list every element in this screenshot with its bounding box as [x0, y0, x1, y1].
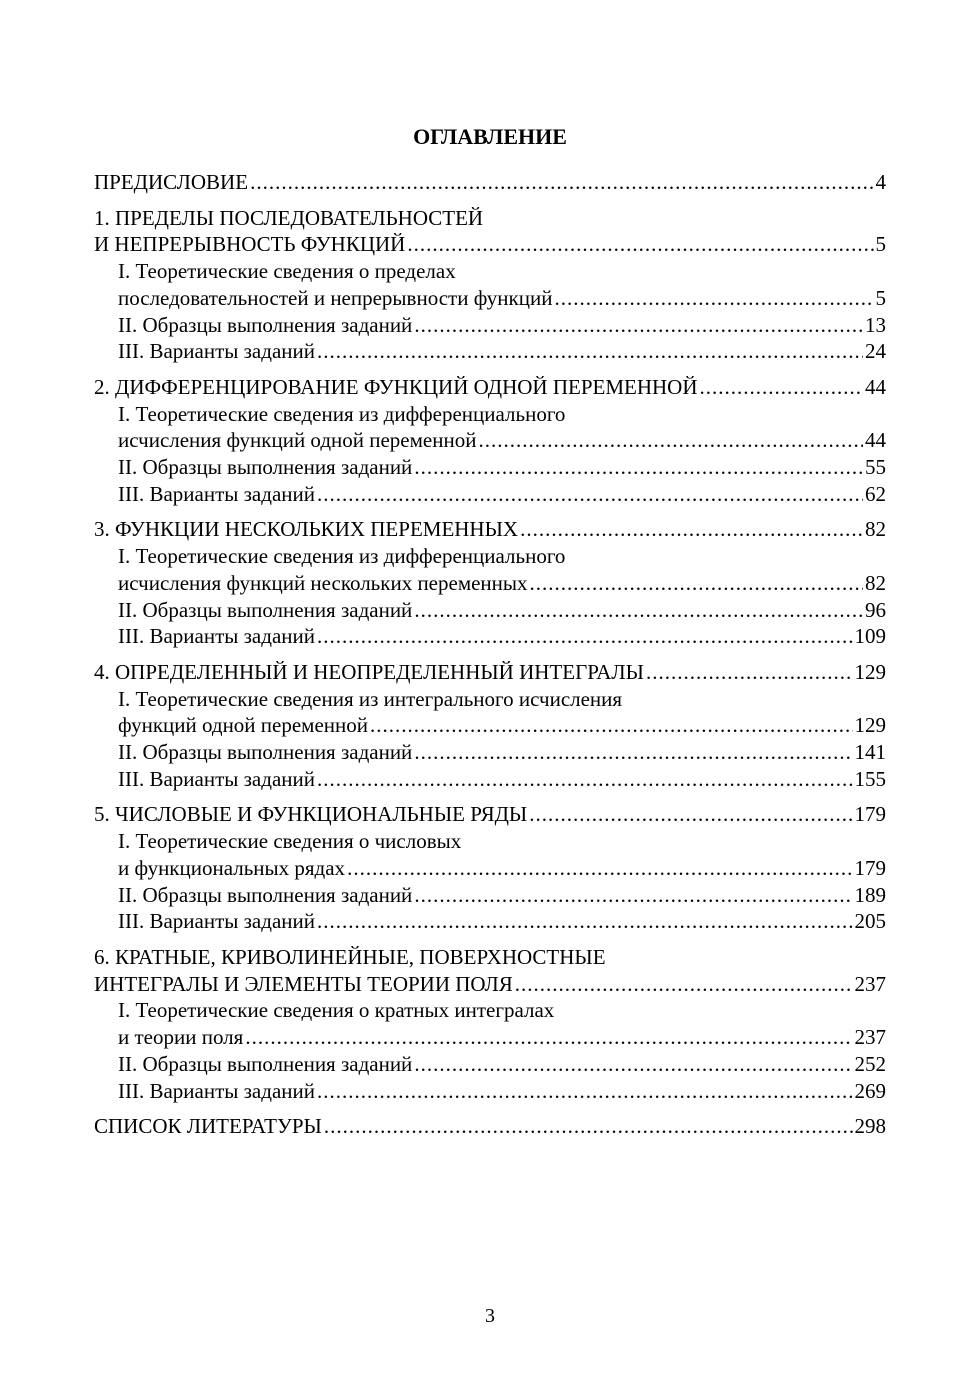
toc-entry-label: I. Теоретические сведения о пределах	[118, 259, 456, 284]
toc-entry-label: II. Образцы выполнения заданий	[118, 1051, 413, 1076]
toc-chapter-title	[94, 659, 886, 686]
toc-subentry-variants	[94, 908, 886, 935]
dot-leader	[414, 1051, 852, 1078]
toc-page-number: 237	[854, 1025, 886, 1050]
toc-entry-label: и теории поля	[118, 1025, 244, 1050]
toc-chapter-6	[94, 944, 886, 1104]
toc-subentry-theory	[94, 258, 886, 285]
dot-leader	[317, 1078, 853, 1105]
toc-entry-label: ПРЕДИСЛОВИЕ	[94, 170, 249, 194]
dot-leader	[407, 231, 873, 258]
toc-subentry-examples	[94, 739, 886, 766]
toc-page-number: 141	[854, 740, 886, 765]
toc-page-number: 4	[875, 170, 886, 194]
toc-chapter-5	[94, 801, 886, 935]
toc-entry-label: II. Образцы выполнения заданий	[118, 882, 413, 907]
toc-subentry-variants	[94, 1078, 886, 1105]
dot-leader	[324, 1113, 853, 1140]
toc-entry-label: II. Образцы выполнения заданий	[118, 597, 413, 622]
toc-entry-bibliography	[94, 1113, 886, 1140]
toc-page-number: 109	[854, 624, 886, 649]
toc-entry-label: 2. ДИФФЕРЕНЦИРОВАНИЕ ФУНКЦИЙ ОДНОЙ ПЕРЕМЕННОЙ	[94, 374, 698, 399]
dot-leader	[317, 481, 863, 508]
toc-entry-label: исчисления функций одной переменной	[118, 428, 477, 453]
toc-chapter-title	[94, 374, 886, 401]
toc-page-number: 205	[854, 909, 886, 934]
toc-subentry-examples	[94, 312, 886, 339]
toc-page-number: 298	[854, 1114, 886, 1139]
toc-entry-label: функций одной переменной	[118, 713, 369, 738]
toc-page-number: 252	[854, 1051, 886, 1076]
toc-page-number: 44	[865, 374, 886, 399]
toc-subentry-theory	[94, 686, 886, 713]
toc-subentry-examples	[94, 1051, 886, 1078]
dot-leader	[414, 882, 852, 909]
dot-leader	[478, 427, 863, 454]
toc-entry-label: I. Теоретические сведения из дифференциального	[118, 401, 566, 426]
toc-subentry-theory	[94, 401, 886, 428]
toc-entry-label: I. Теоретические сведения о числовых	[118, 829, 462, 854]
toc-entry-label: II. Образцы выполнения заданий	[118, 312, 413, 337]
toc-page-number: 96	[865, 597, 886, 622]
dot-leader	[414, 597, 863, 624]
toc-entry-label: I. Теоретические сведения о кратных интегралах	[118, 998, 555, 1023]
toc-chapter-title	[94, 801, 886, 828]
toc-subentry-variants	[94, 766, 886, 793]
toc-entry-label: III. Варианты заданий	[118, 766, 315, 791]
toc-entry-label: I. Теоретические сведения из дифференциального	[118, 544, 566, 569]
dot-leader	[700, 374, 864, 401]
dot-leader	[554, 285, 873, 312]
dot-leader	[245, 1024, 852, 1051]
toc-subentry-variants	[94, 623, 886, 650]
dot-leader	[414, 312, 863, 339]
toc-chapter-title	[94, 944, 886, 971]
toc-page-number: 24	[865, 339, 886, 364]
toc-page-number: 129	[854, 713, 886, 738]
dot-leader	[530, 570, 863, 597]
toc-page-number: 44	[865, 428, 886, 453]
dot-leader	[250, 169, 873, 196]
toc-subentry-theory	[94, 828, 886, 855]
toc-page-number: 237	[854, 971, 886, 996]
toc-page-number: 62	[865, 481, 886, 506]
toc-entry-label: 6. КРАТНЫЕ, КРИВОЛИНЕЙНЫЕ, ПОВЕРХНОСТНЫЕ	[94, 944, 606, 969]
toc-subentry-theory	[94, 543, 886, 570]
dot-leader	[520, 516, 863, 543]
toc-entry-label: последовательностей и непрерывности функций	[118, 285, 553, 310]
dot-leader	[529, 801, 852, 828]
toc-entry-label: I. Теоретические сведения из интегрального исчисления	[118, 686, 623, 711]
toc-subentry-examples	[94, 454, 886, 481]
toc-subentry-variants	[94, 338, 886, 365]
toc-entry-label: И НЕПРЕРЫВНОСТЬ ФУНКЦИЙ	[94, 232, 406, 257]
toc-page-number: 82	[865, 570, 886, 595]
dot-leader	[515, 971, 853, 998]
toc-entry-label: 1. ПРЕДЕЛЫ ПОСЛЕДОВАТЕЛЬНОСТЕЙ	[94, 205, 484, 230]
dot-leader	[317, 766, 853, 793]
page-number: 3	[485, 1305, 495, 1327]
toc-chapter-title	[94, 516, 886, 543]
toc-entry-label: и функциональных рядах	[118, 855, 346, 880]
dot-leader	[414, 739, 852, 766]
toc-subentry-theory-cont	[94, 855, 886, 882]
toc-entry-label: 3. ФУНКЦИИ НЕСКОЛЬКИХ ПЕРЕМЕННЫХ	[94, 517, 519, 542]
toc-chapter-3	[94, 516, 886, 650]
dot-leader	[414, 454, 863, 481]
dot-leader	[646, 659, 853, 686]
toc-page-number: 13	[865, 312, 886, 337]
toc-page-number: 155	[854, 766, 886, 791]
toc-chapter-1	[94, 205, 886, 365]
toc-subentry-theory-cont	[94, 427, 886, 454]
toc-chapter-4	[94, 659, 886, 793]
toc-entry-label: III. Варианты заданий	[118, 909, 315, 934]
toc-page-number: 189	[854, 882, 886, 907]
dot-leader	[317, 338, 863, 365]
toc-entry-label: III. Варианты заданий	[118, 1078, 315, 1103]
dot-leader	[370, 712, 852, 739]
toc-entry-label: исчисления функций нескольких переменных	[118, 570, 528, 595]
toc-chapter-title-cont	[94, 971, 886, 998]
toc-entry-preface	[94, 169, 886, 196]
toc-page-number: 129	[854, 659, 886, 684]
toc-entry-label: II. Образцы выполнения заданий	[118, 455, 413, 480]
dot-leader	[317, 908, 853, 935]
toc-entry-label: СПИСОК ЛИТЕРАТУРЫ	[94, 1114, 322, 1139]
toc-subentry-theory	[94, 997, 886, 1024]
toc-subentry-examples	[94, 882, 886, 909]
toc-subentry-theory-cont	[94, 712, 886, 739]
toc-entry-label: III. Варианты заданий	[118, 624, 315, 649]
table-of-contents	[94, 169, 886, 1140]
toc-subentry-theory-cont	[94, 570, 886, 597]
toc-page-number: 179	[854, 802, 886, 827]
toc-page-number: 179	[854, 855, 886, 880]
toc-page-number: 5	[875, 232, 886, 257]
toc-chapter-2	[94, 374, 886, 508]
toc-subentry-theory-cont	[94, 285, 886, 312]
toc-page-number: 55	[865, 455, 886, 480]
toc-entry-label: II. Образцы выполнения заданий	[118, 740, 413, 765]
toc-page-number: 269	[854, 1078, 886, 1103]
toc-entry-label: III. Варианты заданий	[118, 339, 315, 364]
toc-chapter-title	[94, 205, 886, 232]
toc-chapter-title-cont	[94, 231, 886, 258]
toc-page-number: 5	[875, 285, 886, 310]
toc-subentry-variants	[94, 481, 886, 508]
dot-leader	[347, 855, 852, 882]
toc-entry-label: 4. ОПРЕДЕЛЕННЫЙ И НЕОПРЕДЕЛЕННЫЙ ИНТЕГРАЛЫ	[94, 659, 644, 684]
toc-entry-label: ИНТЕГРАЛЫ И ЭЛЕМЕНТЫ ТЕОРИИ ПОЛЯ	[94, 971, 513, 996]
toc-subentry-theory-cont	[94, 1024, 886, 1051]
page-title: ОГЛАВЛЕНИЕ	[413, 124, 567, 149]
toc-subentry-examples	[94, 597, 886, 624]
dot-leader	[317, 623, 853, 650]
toc-entry-label: 5. ЧИСЛОВЫЕ И ФУНКЦИОНАЛЬНЫЕ РЯДЫ	[94, 802, 528, 827]
toc-page-number: 82	[865, 517, 886, 542]
toc-entry-label: III. Варианты заданий	[118, 481, 315, 506]
